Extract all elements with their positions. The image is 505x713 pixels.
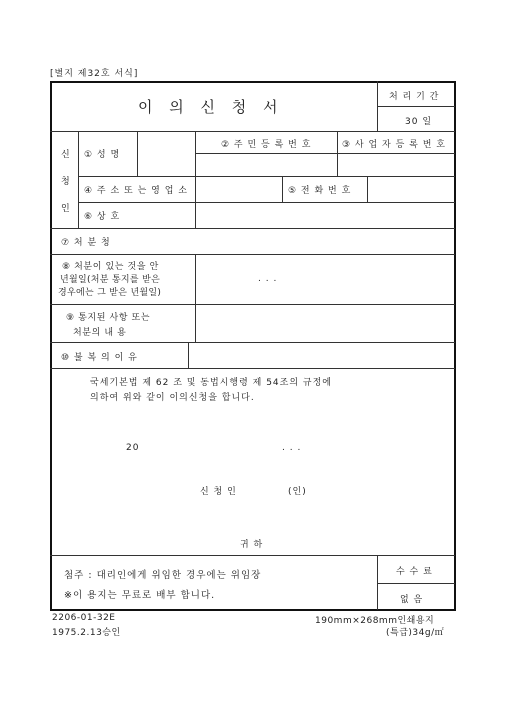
form-title: 이 의 신 청 서	[138, 98, 284, 116]
name-label: ① 성 명	[84, 150, 121, 160]
footer-code: 2206-01-32E	[52, 613, 116, 623]
fee-value: 없 음	[400, 595, 424, 605]
applicant-signature-label: 신 청 인	[200, 487, 237, 497]
phone-label: ⑤ 전 화 번 호	[288, 186, 352, 196]
attachment-note: 첨주 : 대리인에게 위임한 경우에는 위임장	[64, 570, 262, 581]
trade-name-label: ⑥ 상 호	[84, 212, 121, 222]
fee-label: 수 수 료	[396, 567, 433, 577]
application-date-field[interactable]	[140, 439, 370, 455]
address-label: ④ 주 소 또 는 영 업 소	[84, 186, 188, 196]
business-number-label: ③ 사 업 자 등 록 번 호	[342, 140, 446, 150]
signature-field[interactable]	[250, 480, 285, 496]
disposition-date-label-line3: 경우에는 그 받은 년월일)	[58, 288, 162, 298]
address-field[interactable]	[196, 177, 281, 201]
notice-content-label-line1: ⑨ 통지된 사항 또는	[66, 313, 151, 323]
addressee: 귀 하	[240, 540, 264, 550]
statement-line2: 의하여 위와 같이 이의신청을 합니다.	[90, 393, 255, 403]
notice-content-label-line2: 처분의 내 용	[73, 328, 127, 338]
name-field[interactable]	[138, 132, 194, 175]
disposition-office-label: ⑦ 처 분 청	[61, 238, 111, 248]
reason-label: ⑩ 불 복 의 이 유	[61, 353, 138, 363]
date-dots: . . .	[282, 443, 302, 453]
processing-period-label: 처 리 기 간	[389, 92, 440, 102]
applicant-side-label-1: 신	[61, 150, 71, 160]
footer-paper-size: 190mm×268mm인쇄용지	[315, 616, 435, 626]
processing-period-value: 30 일	[405, 117, 433, 127]
form-number: [별지 제32호 서식]	[50, 69, 139, 79]
disposition-date-label-line1: ⑧ 처분이 있는 것을 안	[62, 262, 159, 272]
applicant-side-label-3: 인	[61, 204, 71, 214]
disposition-date-label-line2: 년월일(처분 통지를 받은	[60, 275, 161, 285]
disposition-date-field[interactable]	[196, 255, 454, 303]
reason-field[interactable]	[189, 343, 454, 367]
disposition-office-field[interactable]	[196, 229, 454, 253]
statement-line1: 국세기본법 제 62 조 및 동법시행령 제 54조의 규정에	[90, 378, 332, 388]
seal-mark: (인)	[288, 487, 307, 497]
resident-number-field[interactable]	[196, 154, 336, 175]
phone-field[interactable]	[368, 177, 454, 201]
trade-name-field[interactable]	[196, 203, 454, 227]
resident-number-label: ② 주 민 등 록 번 호	[221, 140, 312, 150]
date-year: 20	[126, 443, 140, 453]
free-distribution-note: ※이 용지는 무료로 배부 합니다.	[64, 590, 216, 601]
applicant-side-label-2: 청	[61, 177, 71, 187]
disposition-date-dots: . . .	[258, 274, 278, 284]
footer-approval: 1975.2.13승인	[52, 628, 121, 638]
notice-content-field[interactable]	[196, 305, 454, 341]
footer-paper-grade: (특급)34g/㎡	[386, 628, 445, 638]
business-number-field[interactable]	[338, 154, 454, 175]
